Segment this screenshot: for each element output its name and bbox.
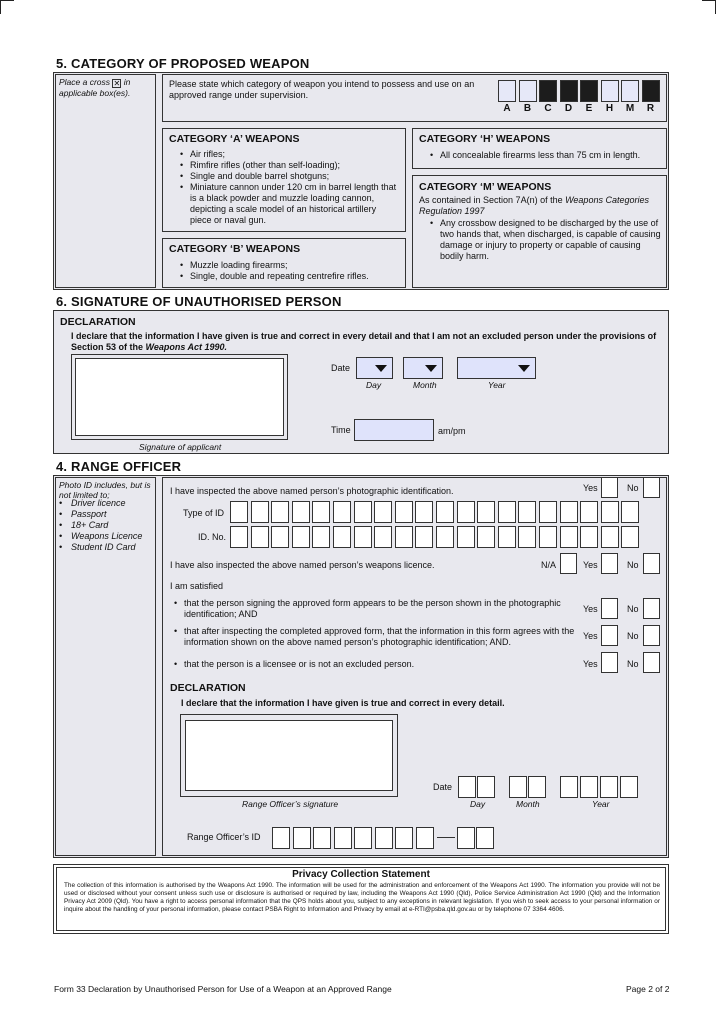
category-b-item: • Muzzle loading firearms; (180, 260, 400, 271)
category-m-desc: As contained in Section 7A(n) of the Weapons Categories Regulation 1997 (419, 195, 649, 216)
satisfied-text: I am satisfied (170, 581, 224, 591)
satisfied-bullet-3: • that the person is a licensee or is not an excluded person. (174, 659, 564, 670)
no-label: No (627, 560, 639, 570)
privacy-text: The collection of this information is authorised by the Weapons Act 1990. The information will be used for the administration and enforcement of the Weapons Act 1990. The information you provide will not be used or disclosed without your consent unless such use or disclosure is authorised or required by law, including the Weapons Act 1990 (Qld), Police Service Administration Act 1990 (Qld) and the Information Privacy Act 2009 (Qld). You have a right to access personal information that the QPS holds about you, subject to any exceptions in relevant legislation. If you wish to seek access to your personal information or inquire about the handling of your personal information, please contact PSBA Right to Information and Privacy by email at e-RTI@psba.qld.gov.au or by telephone 07 3364 4606. (64, 882, 660, 913)
officer-date-char-box[interactable] (458, 776, 476, 798)
category-letter: R (646, 103, 655, 114)
cross-icon: ✕ (113, 79, 121, 88)
id-number-char-box[interactable] (333, 526, 351, 548)
officer-date-char-box[interactable] (600, 776, 618, 798)
type-of-id-char-box[interactable] (333, 501, 351, 523)
category-a-item: • Air rifles; (180, 149, 400, 160)
category-letter: A (503, 103, 511, 114)
officer-year-label: Year (592, 799, 610, 809)
month-label: Month (413, 380, 437, 390)
applicant-signature-label: Signature of applicant (139, 442, 222, 452)
officer-signature-field[interactable] (185, 720, 393, 791)
category-letter: C (544, 103, 552, 114)
type-of-id-char-box[interactable] (580, 501, 598, 523)
officer-id-char-box[interactable] (313, 827, 331, 849)
photo-id-item: • Weapons Licence (59, 531, 153, 542)
photo-id-note: Photo ID includes, but is not limited to; (59, 480, 151, 500)
bullet3-no-checkbox[interactable] (643, 652, 660, 673)
yes-label: Yes (583, 560, 598, 570)
licence-no-checkbox[interactable] (643, 553, 660, 574)
officer-id-char-box[interactable] (375, 827, 393, 849)
id-number-char-box[interactable] (251, 526, 269, 548)
officer-date-char-box[interactable] (620, 776, 638, 798)
type-of-id-char-box[interactable] (415, 501, 433, 523)
type-of-id-char-box[interactable] (457, 501, 475, 523)
type-of-id-char-box[interactable] (498, 501, 516, 523)
officer-signature-label: Range Officer’s signature (242, 799, 339, 809)
category-b-checkbox[interactable] (519, 80, 537, 102)
id-number-char-box[interactable] (436, 526, 454, 548)
type-of-id-char-box[interactable] (560, 501, 578, 523)
id-number-char-box[interactable] (498, 526, 516, 548)
chevron-down-icon (425, 365, 437, 372)
id-no-label: ID. No. (198, 532, 227, 542)
photo-yes-checkbox[interactable] (601, 477, 618, 498)
category-h-title: CATEGORY ‘H’ WEAPONS (419, 133, 551, 145)
photo-id-item: • Student ID Card (59, 542, 153, 553)
yes-label: Yes (583, 631, 598, 641)
type-of-id-char-box[interactable] (601, 501, 619, 523)
officer-date-char-box[interactable] (560, 776, 578, 798)
type-of-id-char-box[interactable] (518, 501, 536, 523)
officer-month-label: Month (516, 799, 540, 809)
section4-title: 4. RANGE OFFICER (56, 459, 182, 474)
type-of-id-char-box[interactable] (271, 501, 289, 523)
bullet2-no-checkbox[interactable] (643, 625, 660, 646)
category-h-item: • All concealable firearms less than 75 cm in length. (430, 150, 662, 161)
yes-label: Yes (583, 659, 598, 669)
licence-yes-checkbox[interactable] (601, 553, 618, 574)
category-letter: B (523, 103, 532, 114)
type-of-id-label: Type of ID (183, 508, 225, 518)
chevron-down-icon (375, 365, 387, 372)
year-label: Year (488, 380, 506, 390)
category-letter: M (625, 103, 635, 114)
section5-instruction-box (55, 74, 156, 288)
bullet1-yes-checkbox[interactable] (601, 598, 618, 619)
officer-id-char-box[interactable] (395, 827, 413, 849)
type-of-id-char-box[interactable] (354, 501, 372, 523)
photo-id-item: • 18+ Card (59, 520, 153, 531)
id-number-char-box[interactable] (230, 526, 248, 548)
no-label: No (627, 631, 639, 641)
privacy-title: Privacy Collection Statement (292, 869, 430, 880)
officer-id-char-box[interactable] (293, 827, 311, 849)
satisfied-bullet-2: • that after inspecting the completed approved form, that the information in this form agrees with the information shown on the above named person’s photographic identification; AND. (174, 626, 578, 648)
category-letter: E (585, 103, 593, 114)
officer-id-char-box[interactable] (476, 827, 494, 849)
type-of-id-char-box[interactable] (312, 501, 330, 523)
category-e-checkbox[interactable] (580, 80, 598, 102)
type-of-id-char-box[interactable] (374, 501, 392, 523)
footer-form-name: Form 33 Declaration by Unauthorised Person for Use of a Weapon at an Approved Range (54, 984, 392, 994)
officer-id-char-box[interactable] (354, 827, 372, 849)
category-a-list (180, 149, 400, 226)
id-number-char-box[interactable] (518, 526, 536, 548)
id-number-char-box[interactable] (312, 526, 330, 548)
section4-declaration-heading: DECLARATION (170, 682, 246, 694)
chevron-down-icon (518, 365, 530, 372)
category-h-checkbox[interactable] (601, 80, 619, 102)
na-label: N/A (541, 560, 557, 570)
bullet3-yes-checkbox[interactable] (601, 652, 618, 673)
licence-na-checkbox[interactable] (560, 553, 577, 574)
time-input[interactable] (354, 419, 434, 441)
type-of-id-char-box[interactable] (477, 501, 495, 523)
satisfied-bullet-1: • that the person signing the approved form appears to be the person shown in the photographic identification; AND (174, 598, 564, 620)
type-of-id-char-box[interactable] (230, 501, 248, 523)
corner-mark-right (702, 0, 716, 14)
section5-title: 5. CATEGORY OF PROPOSED WEAPON (56, 56, 310, 71)
officer-id-label: Range Officer’s ID (187, 832, 261, 842)
id-number-char-box[interactable] (580, 526, 598, 548)
category-a-title: CATEGORY ‘A’ WEAPONS (169, 133, 300, 145)
officer-id-char-box[interactable] (272, 827, 290, 849)
id-number-char-box[interactable] (374, 526, 392, 548)
day-label: Day (366, 380, 382, 390)
id-number-char-box[interactable] (354, 526, 372, 548)
id-number-char-box[interactable] (477, 526, 495, 548)
category-b-item: • Single, double and repeating centrefire rifles. (180, 271, 400, 282)
type-of-id-char-box[interactable] (395, 501, 413, 523)
type-of-id-char-box[interactable] (539, 501, 557, 523)
applicant-signature-field[interactable] (75, 358, 284, 436)
no-label: No (627, 659, 639, 669)
id-number-char-box[interactable] (601, 526, 619, 548)
no-label: No (627, 604, 639, 614)
photo-id-item: • Passport (59, 509, 153, 520)
id-separator-dash (437, 837, 455, 838)
category-h-list (430, 150, 662, 161)
yes-label: Yes (583, 483, 598, 493)
officer-id-char-box[interactable] (416, 827, 434, 849)
category-b-title: CATEGORY ‘B’ WEAPONS (169, 243, 301, 255)
category-letter: D (564, 103, 573, 114)
date-label: Date (331, 363, 351, 373)
officer-date-char-box[interactable] (528, 776, 546, 798)
id-number-char-box[interactable] (292, 526, 310, 548)
type-of-id-char-box[interactable] (621, 501, 639, 523)
inspected-licence-text: I have also inspected the above named person’s weapons licence. (170, 560, 435, 570)
section4-declaration-text: I declare that the information I have given is true and correct in every detail. (181, 698, 505, 708)
category-a-item: • Single and double barrel shotguns; (180, 171, 400, 182)
officer-date-char-box[interactable] (477, 776, 495, 798)
instruction-text: Place a cross ✕ in applicable box(es). (59, 77, 131, 98)
bullet1-no-checkbox[interactable] (643, 598, 660, 619)
bullet2-yes-checkbox[interactable] (601, 625, 618, 646)
id-number-char-box[interactable] (560, 526, 578, 548)
category-m-title: CATEGORY ‘M’ WEAPONS (419, 181, 552, 193)
id-number-char-box[interactable] (539, 526, 557, 548)
id-number-char-box[interactable] (395, 526, 413, 548)
category-a-item: • Miniature cannon under 120 cm in barrel length that is a black powder and muzzle loading cannon, depicting a scale model of an historical artillery piece or naval gun. (180, 182, 400, 226)
id-number-char-box[interactable] (457, 526, 475, 548)
category-prompt: Please state which category of weapon you intend to possess and use on an approved range under supervision. (169, 79, 475, 100)
officer-date-char-box[interactable] (509, 776, 527, 798)
corner-mark-left (0, 0, 14, 14)
section6-declaration-text: I declare that the information I have given is true and correct in every detail and that I am not an excluded person under the provisions of Section 53 of the Weapons Act 1990. (71, 331, 657, 352)
type-of-id-char-box[interactable] (251, 501, 269, 523)
officer-date-char-box[interactable] (580, 776, 598, 798)
section6-title: 6. SIGNATURE OF UNAUTHORISED PERSON (56, 294, 342, 309)
month-dropdown[interactable] (403, 357, 443, 379)
photo-id-item: • Driver licence (59, 498, 153, 509)
category-m-checkbox[interactable] (621, 80, 639, 102)
id-number-char-box[interactable] (271, 526, 289, 548)
category-a-checkbox[interactable] (498, 80, 516, 102)
category-c-checkbox[interactable] (539, 80, 557, 102)
category-letter: H (605, 103, 614, 114)
id-number-char-box[interactable] (415, 526, 433, 548)
category-r-checkbox[interactable] (642, 80, 660, 102)
footer-page-number: Page 2 of 2 (626, 984, 670, 994)
category-d-checkbox[interactable] (560, 80, 578, 102)
photo-id-list (59, 498, 153, 553)
ampm-label: am/pm (438, 426, 466, 436)
day-dropdown[interactable] (356, 357, 393, 379)
category-b-list (180, 260, 400, 282)
type-of-id-char-box[interactable] (436, 501, 454, 523)
officer-id-char-box[interactable] (457, 827, 475, 849)
officer-day-label: Day (470, 799, 486, 809)
category-m-item: • Any crossbow designed to be discharged by the use of two hands that, when discharged, is capable of causing damage or injury to property or capable of causing bodily harm. (430, 218, 662, 262)
no-label: No (627, 483, 639, 493)
type-of-id-char-box[interactable] (292, 501, 310, 523)
officer-id-char-box[interactable] (334, 827, 352, 849)
year-dropdown[interactable] (457, 357, 536, 379)
officer-date-label: Date (433, 782, 453, 792)
photo-no-checkbox[interactable] (643, 477, 660, 498)
time-label: Time (331, 425, 351, 435)
category-m-list (430, 218, 662, 262)
id-number-char-box[interactable] (621, 526, 639, 548)
section6-declaration-heading: DECLARATION (60, 316, 136, 328)
category-a-item: • Rimfire rifles (other than self-loading); (180, 160, 400, 171)
yes-label: Yes (583, 604, 598, 614)
inspected-photo-text: I have inspected the above named person’s photographic identification. (170, 486, 454, 496)
